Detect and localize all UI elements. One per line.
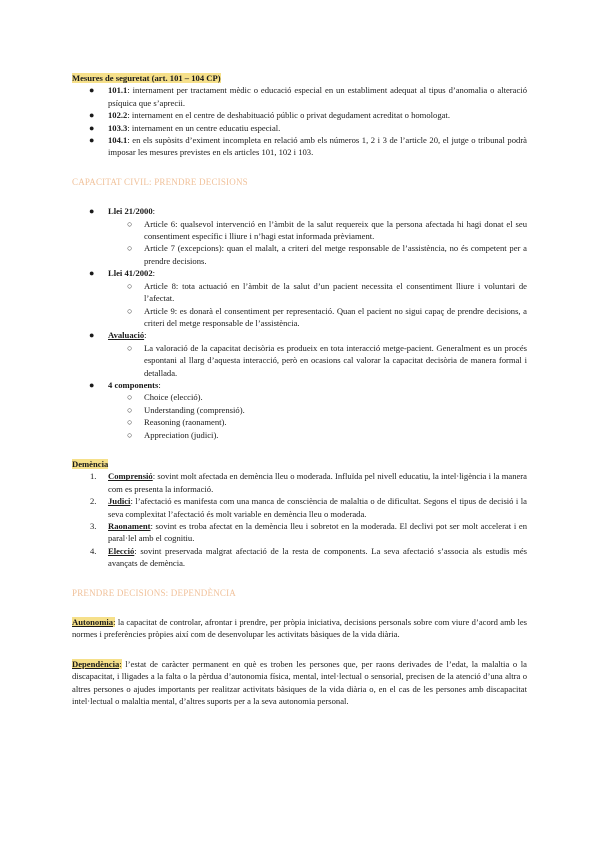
circle-bullet-icon: ○ <box>127 305 133 316</box>
section-heading-capacitat: CAPACITAT CIVIL: PRENDRE DECISIONS <box>72 176 248 187</box>
demencia-list <box>72 470 527 569</box>
circle-bullet-icon: ○ <box>127 280 133 291</box>
sub-list-item: ○ Article 9: es donarà el consentiment per representació. Quan el pacient no sigui capaç de prendre decisions, a criteri del metge responsable de l’assistència. <box>127 305 527 328</box>
list-item: ● Llei 41/2002: <box>89 268 156 279</box>
circle-bullet-icon: ○ <box>127 392 133 403</box>
bullet-icon: ● <box>89 110 95 121</box>
circle-bullet-icon: ○ <box>127 243 133 254</box>
list-item: 1. Comprensió: sovint molt afectada en demència lleu o moderada. Influïda pel nivell educatiu, la intel·ligència i la manera com es presenta la informació. <box>90 471 527 494</box>
mesures-heading: Mesures de seguretat (art. 101 – 104 CP) <box>72 73 221 83</box>
sub-list-item: ○ Article 7 (excepcions): quan el malalt, a criteri del metge responsable de l’assistència, no és competent per a prendre decisions. <box>127 243 527 266</box>
list-item: ● 101.1: internament per tractament mèdic o educació especial en un establiment adequat al tipus d’anomalia o alteració psíquica que s’aprecii. <box>89 85 527 108</box>
sub-list-item: ○ Reasoning (raonament). <box>127 417 227 428</box>
capacitat-list <box>72 205 527 441</box>
bullet-icon: ● <box>89 85 95 96</box>
circle-bullet-icon: ○ <box>127 404 133 415</box>
circle-bullet-icon: ○ <box>127 417 133 428</box>
bullet-icon: ● <box>89 135 95 146</box>
list-item: ● 4 components: <box>89 379 161 390</box>
section-heading-prendre: PRENDRE DECISIONS: DEPENDÈNCIA <box>72 587 237 598</box>
list-item: 4. Elecció: sovint preservada malgrat afectació de la resta de components. La seva afectació s’associa als estudis més avançats de demència. <box>90 545 527 569</box>
demencia-heading: Demència <box>72 458 109 469</box>
list-item: ● 102.2: internament en el centre de deshabituació públic o privat degudament acreditat o homologat. <box>89 110 450 121</box>
sub-list-item: ○ Understanding (comprensió). <box>127 404 245 415</box>
autonomia-paragraph: Autonomia: la capacitat de controlar, afrontar i prendre, per pròpia iniciativa, decisions personals sobre com viure d’acord amb les normes i preferències pròpies així com de desenvolupar les activitats bàsiques de la vida diària. <box>72 617 527 640</box>
circle-bullet-icon: ○ <box>127 429 133 440</box>
circle-bullet-icon: ○ <box>127 218 133 229</box>
sub-list-item: ○ Choice (elecció). <box>127 392 203 403</box>
bullet-icon: ● <box>89 122 95 133</box>
list-item: ● 104.1: en els supòsits d’eximent incompleta en relació amb els números 1, 2 i 3 de l’article 20, el jutge o tribunal podrà imposar les mesures previstes en els articles 101, 102 i 103. <box>89 135 527 158</box>
list-item: ● Avaluació: <box>89 330 147 341</box>
list-item: 2. Judici: l’afectació es manifesta com una manca de consciència de malaltia o de dificultat. Segons el tipus de decisió i la seva complexitat l’afectació és molt variable en demència lleu o moderada. <box>90 496 527 519</box>
sub-list-item: ○ Article 6: qualsevol intervenció en l’àmbit de la salut requereix que la persona afectada hi hagi donat el seu consentiment específic i lliure i n’hagi estat informada prèviament. <box>127 218 527 242</box>
document-page <box>72 72 527 707</box>
list-item: ● Llei 21/2000: <box>89 206 156 217</box>
list-item: 3. Raonament: sovint es troba afectat en la demència lleu i sobretot en la moderada. El declivi pot ser molt accelerat i en paral·lel amb el cognitiu. <box>90 521 527 544</box>
bullet-icon: ● <box>89 330 95 341</box>
sub-list-item: ○ Article 8: tota actuació en l’àmbit de la salut d’un pacient necessita el consentiment lliure i voluntari de l’afectat. <box>127 280 527 304</box>
mesures-list <box>72 84 527 158</box>
bullet-icon: ● <box>89 268 95 279</box>
circle-bullet-icon: ○ <box>127 342 133 353</box>
bullet-icon: ● <box>89 206 95 217</box>
dependencia-paragraph: Dependència: l’estat de caràcter permanent en què es troben les persones que, per raons derivades de l’edat, la malaltia o la discapacitat, i lligades a la falta o la pèrdua d’autonomia física, mental, intel·lectual o sensorial, precisen de la atenció d’una altra o altres persones o ajudes importants per realitzar activitats bàsiques de la vida diària o, en el cas de les persones amb discapacitat intel·lectual o malaltia mental, d’altres suports per a la seva autonomia personal. <box>72 658 527 707</box>
sub-list-item: ○ La valoració de la capacitat decisòria es produeix en tota interacció metge-pacient. Generalment es un procés espontani al llarg d’aquesta interacció, però en ocasions cal valorar la capacitat decisòria de manera formal i detallada. <box>127 342 527 378</box>
list-item: ● 103.3: internament en un centre educatiu especial. <box>89 122 281 133</box>
sub-list-item: ○ Appreciation (judici). <box>127 429 219 440</box>
bullet-icon: ● <box>89 379 95 390</box>
